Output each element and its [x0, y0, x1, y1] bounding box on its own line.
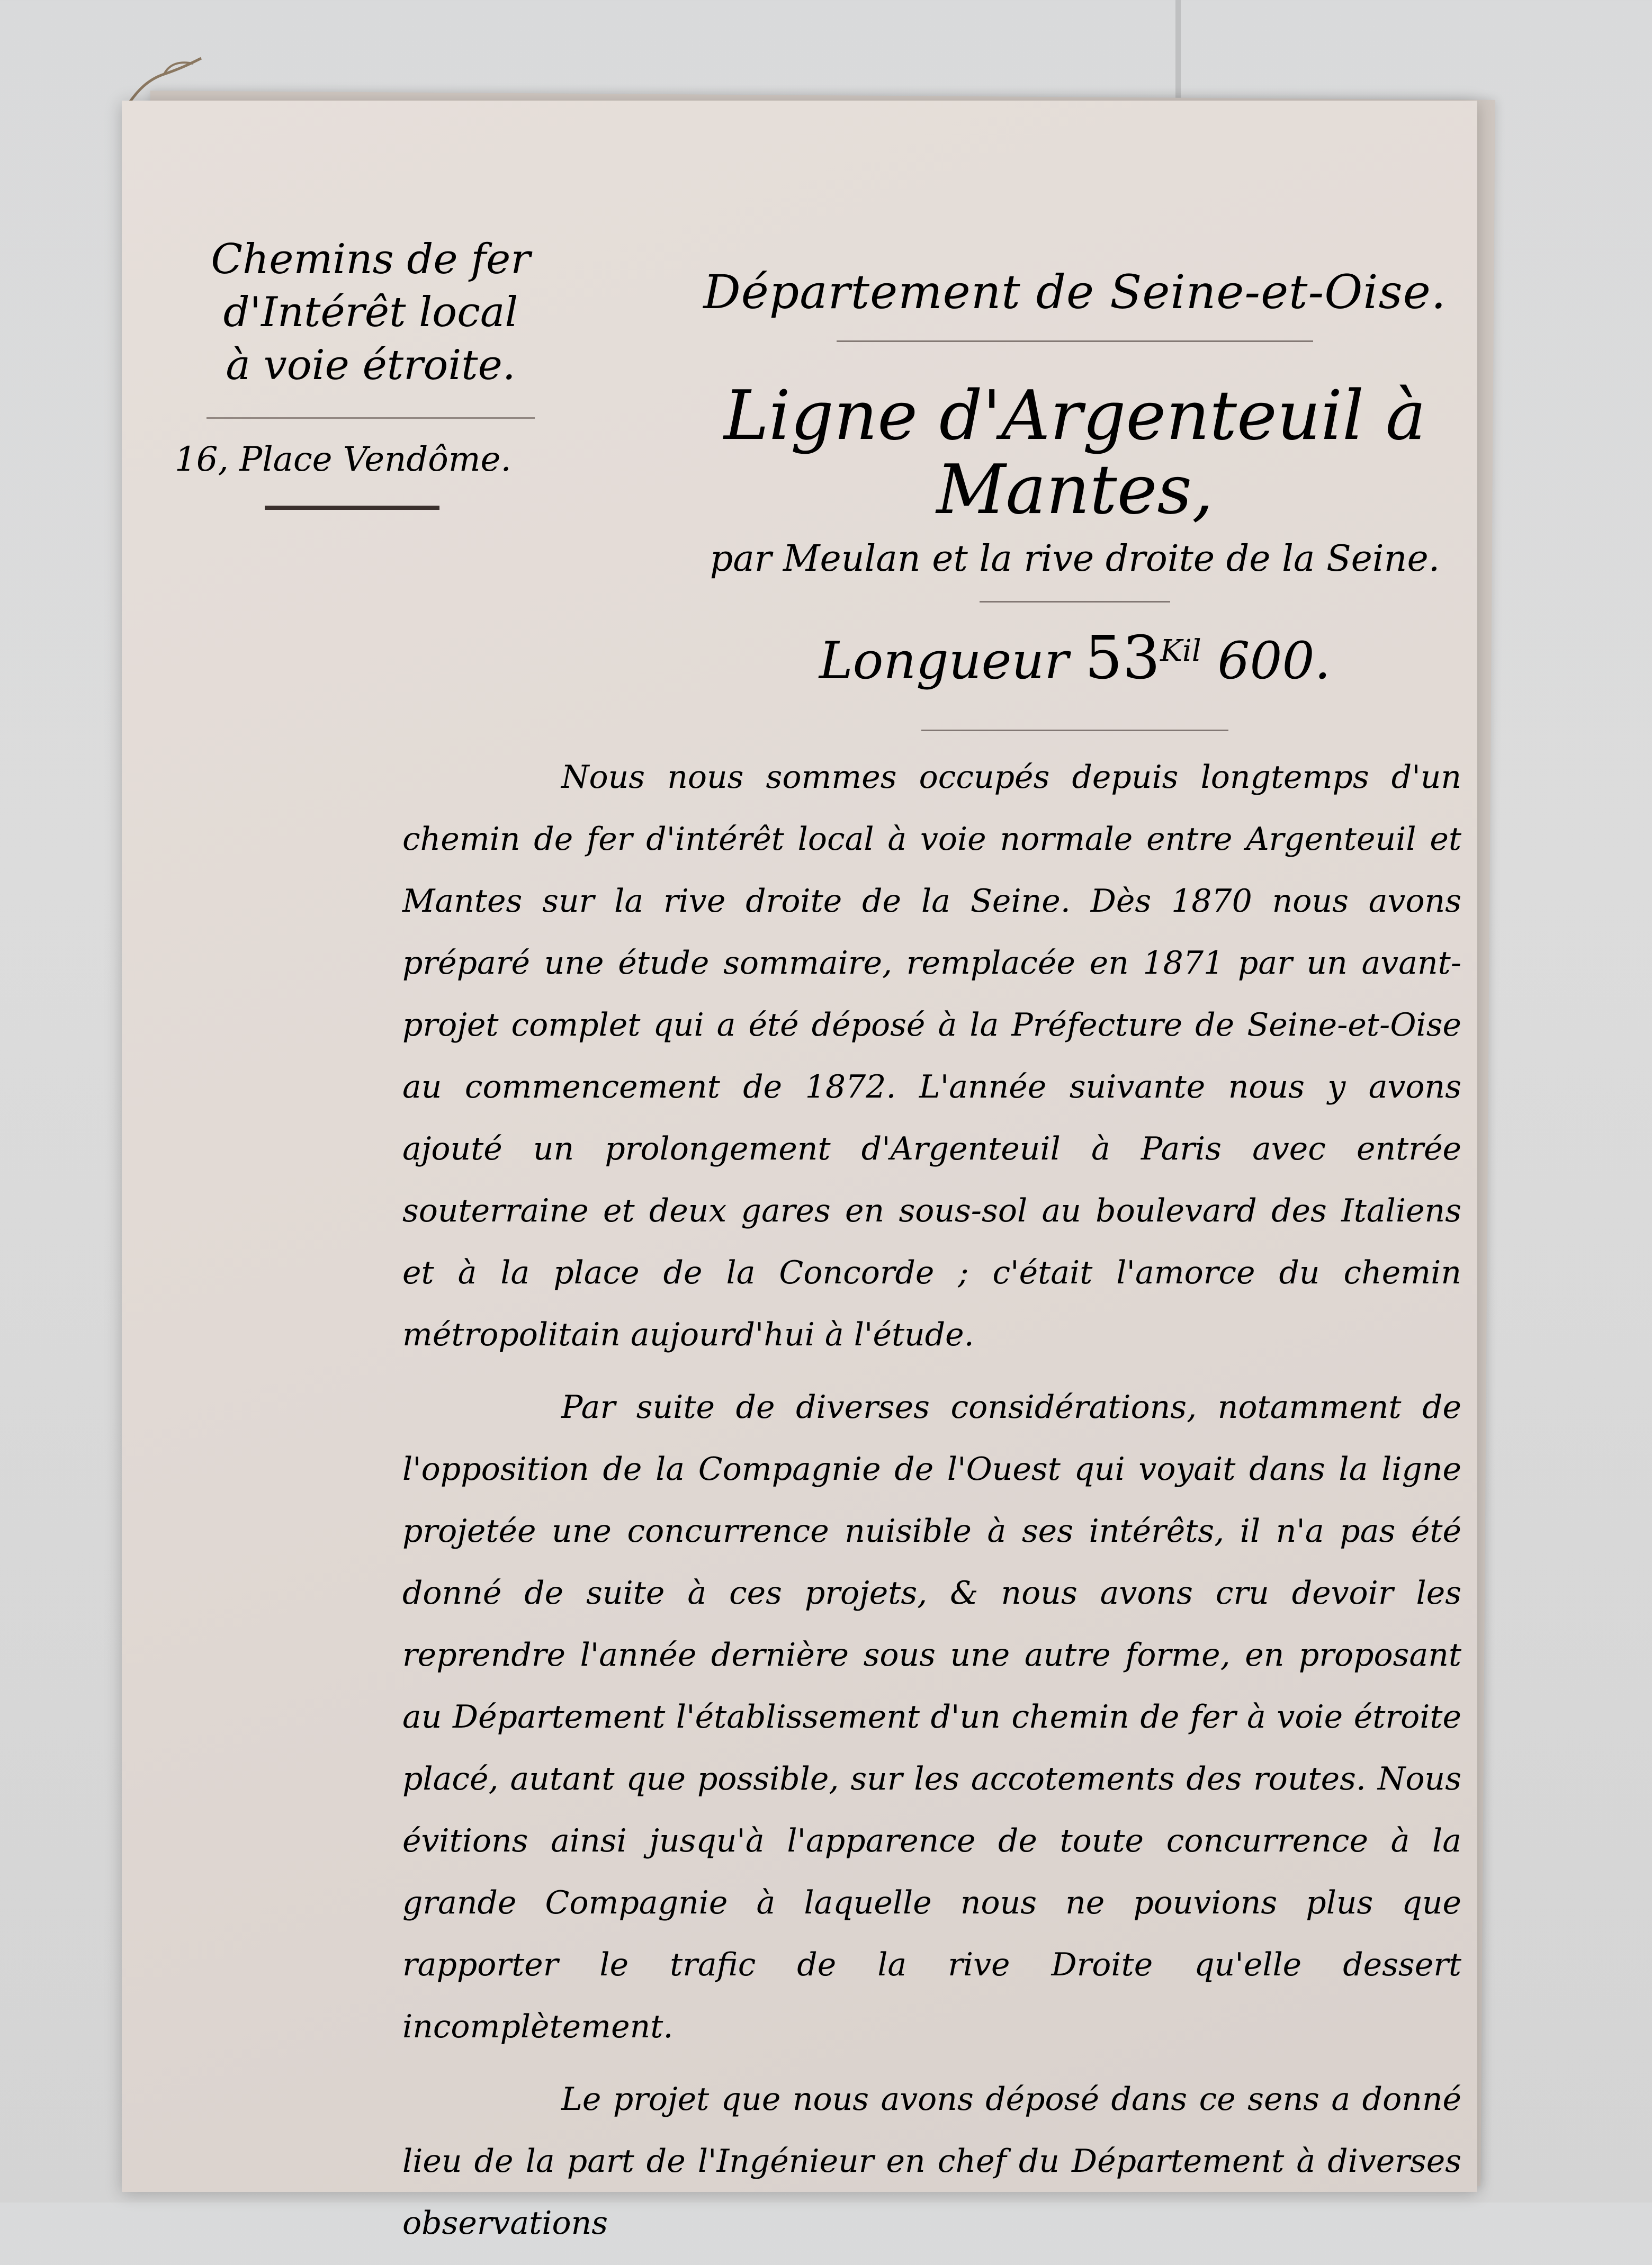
length-decimal: 600.: [1217, 631, 1331, 690]
paragraph: Par suite de diverses considérations, notamment de l'opposition de la Compagnie de l'Ouest qui voyait dans la ligne projetée une concurrence nuisible à ses intérêts, il n'a pas été donné de suite à ces projets, & nous avons cru devoir les reprendre l'année dernière sous une autre forme, en proposant au Département l'établissement d'un chemin de fer à voie étroite placé, autant que possible, sur les accotements des routes. Nous évitions ainsi jusqu'à l'apparence de toute concurrence à la grande Compagnie à laquelle nous ne pouvions plus que rapporter le trafic de la rive Droite qu'elle dessert incomplètement.: [402, 1389, 1461, 2045]
paragraph: Nous nous sommes occupés depuis longtemps d'un chemin de fer d'intérêt local à voie normale entre Argenteuil et Mantes sur la rive droite de la Seine. Dès 1870 nous avons préparé une étude sommaire, remplacée en 1871 par un avant-projet complet qui a été déposé à la Préfecture de Seine-et-Oise au commencement de 1872. L'année suivante nous y avons ajouté un prolongement d'Argenteuil à Paris avec entrée souterraine et deux gares en sous-sol au boulevard des Italiens et à la place de la Concorde ; c'était l'amorce du chemin métropolitain aujourd'hui à l'étude.: [402, 759, 1461, 1353]
length-unit: Kil: [1160, 634, 1201, 668]
route-via: par Meulan et la rive droite de la Seine.: [710, 538, 1440, 580]
header-divider-bottom: [921, 730, 1228, 731]
address-underline: [265, 506, 439, 510]
header-divider-top: [837, 340, 1313, 342]
background-edge: [1175, 0, 1181, 106]
body-text: [402, 747, 1461, 2265]
sidebar-note: [159, 233, 582, 510]
length-value: 53: [1084, 624, 1161, 693]
sidebar-title: Chemins de fer d'Intérêt local à voie étroite.: [211, 236, 531, 389]
line-name: Ligne d'Argenteuil à Mantes,: [723, 376, 1426, 529]
header-divider-mid: [980, 601, 1170, 603]
paragraph: Le projet que nous avons déposé dans ce sens a donné lieu de la part de l'Ingénieur en chef du Département à diverses observations: [402, 2081, 1461, 2242]
department-title: Département de Seine-et-Oise.: [703, 265, 1447, 319]
document-header: [678, 265, 1472, 731]
sidebar-divider: [206, 417, 535, 419]
length-label: Longueur: [819, 631, 1069, 690]
length-line: [678, 624, 1472, 693]
address: 16, Place Vendôme.: [175, 440, 511, 479]
